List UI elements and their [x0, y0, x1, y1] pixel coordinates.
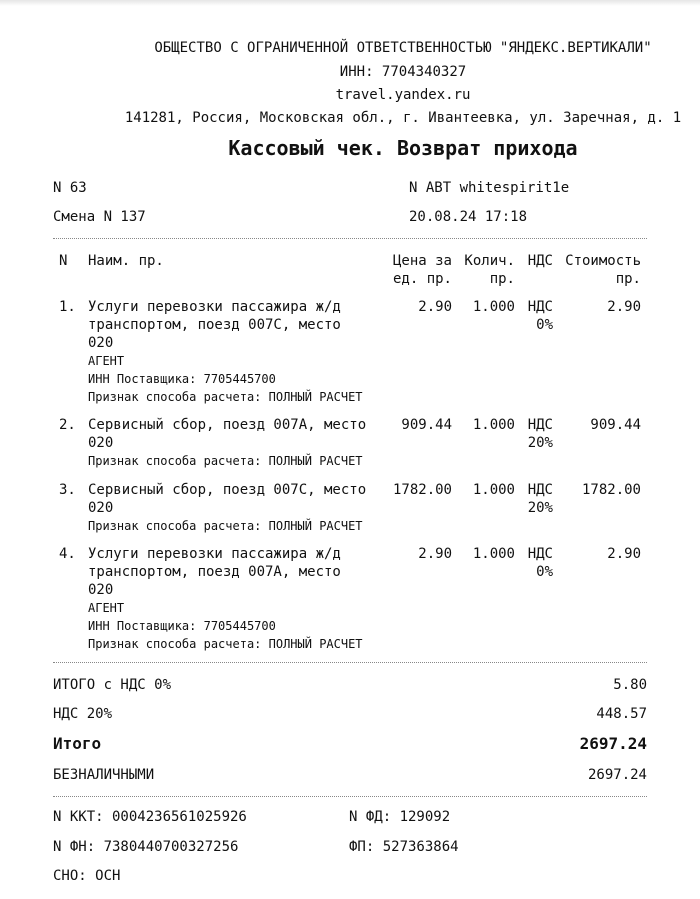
item-qty: 1.000 [472, 417, 515, 433]
divider [53, 796, 647, 797]
item-agent-flag: АГЕНТ [88, 354, 125, 368]
item-vat-label: НДС [527, 546, 553, 562]
item-supplier-inn: ИНН Поставщика: 7705445700 [88, 619, 276, 633]
column-header-price [382, 252, 452, 288]
item-cost: 1782.00 [581, 482, 641, 498]
item-vat-rate: 0% [536, 317, 553, 333]
item-number: 3. [59, 482, 76, 498]
column-header-qty-line2: пр. [489, 271, 515, 287]
shift-number: Смена N 137 [53, 209, 146, 225]
item-cost: 2.90 [607, 299, 641, 315]
receipt-number: N 63 [53, 180, 87, 196]
item-number: 1. [59, 299, 76, 315]
item-payment-method: Признак способа расчета: ПОЛНЫЙ РАСЧЕТ [88, 454, 363, 468]
item-name-line: транспортом, поезд 007А, место [88, 564, 341, 580]
vat20-label: НДС 20% [53, 706, 113, 722]
item-name-line: 020 [88, 582, 114, 598]
grand-total-value: 2697.24 [579, 734, 647, 753]
item-name [88, 545, 388, 653]
item-vat-label: НДС [527, 299, 553, 315]
item-price: 909.44 [401, 417, 452, 433]
tax-system: СНО: ОСН [53, 868, 121, 884]
item-qty: 1.000 [472, 482, 515, 498]
item-name-line: Услуги перевозки пассажира ж/д [88, 546, 341, 562]
divider [53, 238, 647, 239]
item-name-line: 020 [88, 435, 114, 451]
column-header-price-line2: ед. пр. [392, 271, 452, 287]
item-vat [513, 481, 553, 517]
company-inn: ИНН: 7704340327 [339, 64, 467, 80]
item-name-line: Услуги перевозки пассажира ж/д [88, 299, 341, 315]
item-vat-rate: 20% [527, 500, 553, 516]
column-header-n: N [59, 253, 68, 269]
item-name-line: Сервисный сбор, поезд 007С, место [88, 482, 367, 498]
item-supplier-inn: ИНН Поставщика: 7705445700 [88, 372, 276, 386]
item-name-line: 020 [88, 335, 114, 351]
top-edge-shadow [0, 0, 700, 6]
fn-number: N ФН: 7380440700327256 [53, 839, 239, 855]
item-number: 4. [59, 546, 76, 562]
grand-total-label: Итого [53, 734, 102, 753]
fiscal-sign: ФП: 527363864 [349, 839, 459, 855]
item-cost: 909.44 [590, 417, 641, 433]
column-header-qty [445, 252, 515, 288]
item-name-line: Сервисный сбор, поезд 007А, место [88, 417, 367, 433]
item-number: 2. [59, 417, 76, 433]
item-qty: 1.000 [472, 546, 515, 562]
item-vat-rate: 0% [536, 564, 553, 580]
item-vat-rate: 20% [527, 435, 553, 451]
column-header-vat: НДС [527, 253, 553, 269]
item-vat-label: НДС [527, 417, 553, 433]
item-name-line: 020 [88, 500, 114, 516]
item-payment-method: Признак способа расчета: ПОЛНЫЙ РАСЧЕТ [88, 390, 363, 404]
item-name-line: транспортом, поезд 007С, место [88, 317, 341, 333]
vat0-total-label: ИТОГО с НДС 0% [53, 677, 172, 693]
receipt-title: Кассовый чек. Возврат прихода [228, 136, 578, 160]
item-payment-method: Признак способа расчета: ПОЛНЫЙ РАСЧЕТ [88, 637, 363, 651]
item-price: 1782.00 [392, 482, 452, 498]
item-price: 2.90 [418, 299, 452, 315]
item-name [88, 481, 388, 535]
company-address: 141281, Россия, Московская обл., г. Ивантеевка, ул. Заречная, д. 1 [124, 110, 682, 126]
item-price: 2.90 [418, 546, 452, 562]
cashless-label: БЕЗНАЛИЧНЫМИ [53, 767, 155, 783]
cashless-value: 2697.24 [587, 767, 647, 783]
receipt-datetime: 20.08.24 17:18 [409, 209, 528, 225]
column-header-cost [551, 252, 641, 288]
column-header-qty-line1: Колич. [464, 253, 515, 269]
item-payment-method: Признак способа расчета: ПОЛНЫЙ РАСЧЕТ [88, 519, 363, 533]
item-vat [513, 545, 553, 581]
fd-number: N ФД: 129092 [349, 809, 451, 825]
item-cost: 2.90 [607, 546, 641, 562]
item-agent-flag: АГЕНТ [88, 601, 125, 615]
item-vat [513, 298, 553, 334]
vat0-total-value: 5.80 [613, 677, 647, 693]
divider [53, 662, 647, 663]
item-vat [513, 416, 553, 452]
machine-number: N АВТ whitespirit1e [409, 180, 570, 196]
company-site: travel.yandex.ru [335, 87, 471, 103]
item-qty: 1.000 [472, 299, 515, 315]
column-header-cost-line1: Стоимость [565, 253, 641, 269]
column-header-name: Наим. пр. [88, 253, 164, 269]
item-name [88, 416, 388, 470]
item-vat-label: НДС [527, 482, 553, 498]
vat20-value: 448.57 [596, 706, 647, 722]
column-header-price-line1: Цена за [392, 253, 452, 269]
item-name [88, 298, 388, 406]
kkt-number: N ККТ: 0004236561025926 [53, 809, 247, 825]
column-header-cost-line2: пр. [615, 271, 641, 287]
company-name: ОБЩЕСТВО С ОГРАНИЧЕННОЙ ОТВЕТСТВЕННОСТЬЮ "ЯНДЕКС.ВЕРТИКАЛИ" [154, 40, 652, 56]
